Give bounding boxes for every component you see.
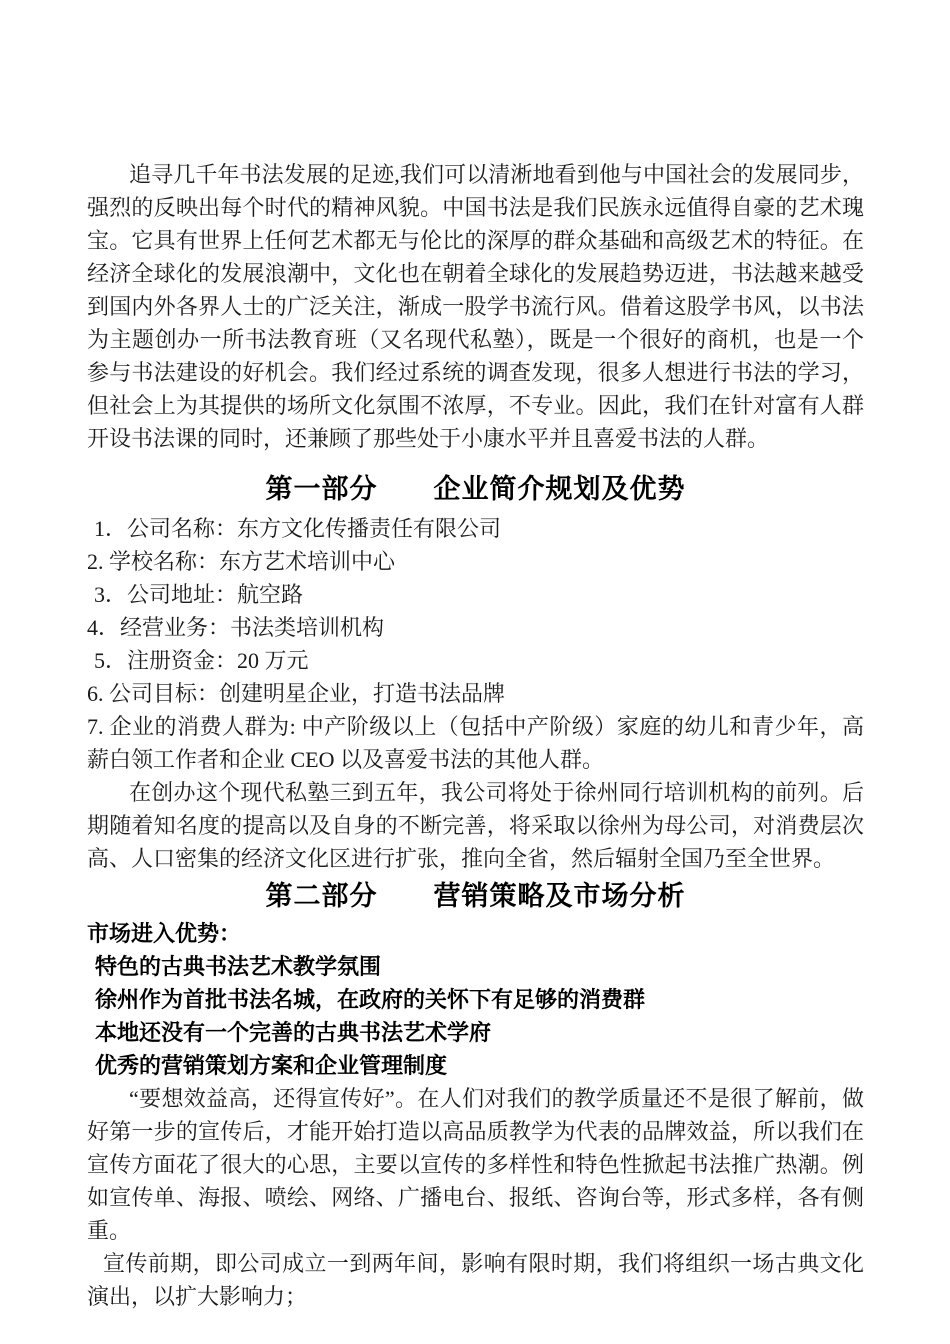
part2-heading: 第二部分 营销策略及市场分析 <box>265 881 686 911</box>
advantage-item-xuzhou-consumers: 徐州作为首批书法名城，在政府的关怀下有足够的消费群 <box>95 987 646 1012</box>
company-info-list <box>87 512 864 776</box>
list-item-target-customers: 7. 企业的消费人群为: 中产阶级以上（包括中产阶级）家庭的幼儿和青少年，高薪白领工作者和企业 CEO 以及喜爱书法的其他人群。 <box>87 714 864 772</box>
list-item-registered-capital: 5．注册资金：20 万元 <box>94 648 309 673</box>
part1-summary-paragraph: 在创办这个现代私塾三到五年，我公司将处于徐州同行培训机构的前列。后期随着知名度的提高以及自身的不断完善，将采取以徐州为母公司，对消费层次高、人口密集的经济文化区进行扩张，推向全省，然后辐射全国乃至全世界。 <box>87 780 864 871</box>
list-item-company-address: 3．公司地址：航空路 <box>94 582 304 607</box>
market-advantages-title: 市场进入优势： <box>87 921 242 946</box>
early-promotion-paragraph: 宣传前期，即公司成立一到两年间，影响有限时期，我们将组织一场古典文化演出，以扩大影响力； <box>87 1251 864 1309</box>
advantage-item-teaching-atmosphere: 特色的古典书法艺术教学氛围 <box>95 954 382 979</box>
intro-paragraph: 追寻几千年书法发展的足迹,我们可以清淅地看到他与中国社会的发展同步，强烈的反映出每个时代的精神风貌。中国书法是我们民族永远值得自豪的艺术瑰宝。它具有世界上任何艺术都无与伦比的深厚的群众基础和高级艺术的特征。在经济全球化的发展浪潮中，文化也在朝着全球化的发展趋势迈进，书法越来越受到国内外各界人士的广泛关注，渐成一股学书流行风。借着这股学书风，以书法为主题创办一所书法教育班（又名现代私塾），既是一个很好的商机，也是一个参与书法建设的好机会。我们经过系统的调查发现，很多人想进行书法的学习，但社会上为其提供的场所文化氛围不浓厚，不专业。因此，我们在针对富有人群开设书法课的同时，还兼顾了那些处于小康水平并且喜爱书法的人群。 <box>87 162 864 451</box>
list-item-company-name: 1．公司名称：东方文化传播责任有限公司 <box>94 516 502 541</box>
list-item-school-name: 2. 学校名称：东方艺术培训中心 <box>87 549 396 574</box>
advantage-item-no-local-academy: 本地还没有一个完善的古典书法艺术学府 <box>95 1020 492 1045</box>
list-item-company-goal: 6. 公司目标：创建明星企业，打造书法品牌 <box>87 681 506 706</box>
promotion-paragraph: “要想效益高，还得宣传好”。在人们对我们的教学质量还不是很了解前，做好第一步的宣传后，才能开始打造以高品质教学为代表的品牌效益，所以我们在宣传方面花了很大的心思，主要以宣传的多样性和特色性掀起书法推广热潮。例如宣传单、海报、喷绘、网络、广播电台、报纸、咨询台等，形式多样，各有侧重。 <box>87 1086 864 1243</box>
part1-heading: 第一部分 企业简介规划及优势 <box>265 474 686 504</box>
list-item-business-scope: 4．经营业务：书法类培训机构 <box>87 615 385 640</box>
advantage-item-marketing-plan: 优秀的营销策划方案和企业管理制度 <box>95 1053 448 1078</box>
